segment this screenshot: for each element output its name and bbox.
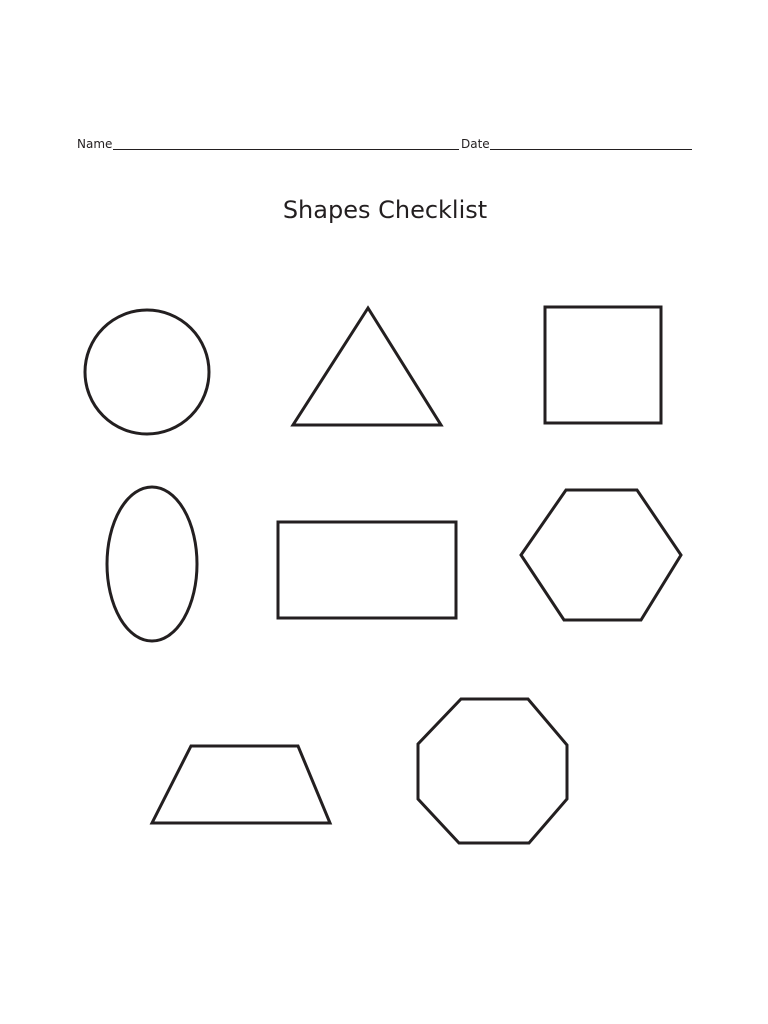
hexagon-shape (521, 490, 681, 620)
triangle-shape (293, 308, 441, 425)
trapezoid-shape (152, 746, 330, 823)
rectangle-shape (278, 522, 456, 618)
octagon-shape (418, 699, 567, 843)
name-label: Name (77, 137, 113, 151)
circle-shape (85, 310, 209, 434)
square-shape (545, 307, 661, 423)
oval-shape (107, 487, 197, 641)
page-title: Shapes Checklist (282, 196, 488, 224)
date-label: Date (461, 137, 490, 151)
